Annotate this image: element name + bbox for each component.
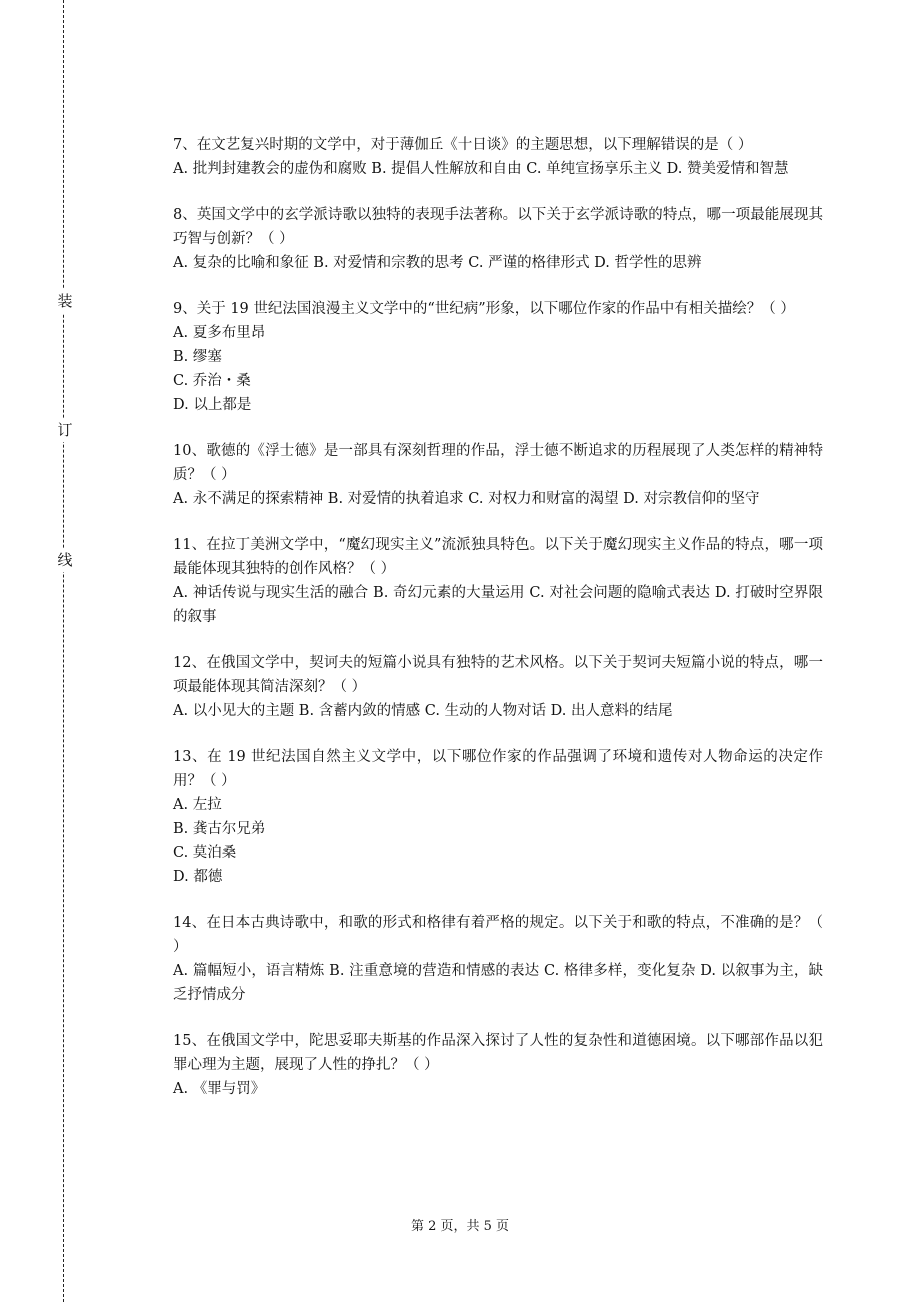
option-a: A. 《罪与罚》 [173,1081,266,1097]
option-a: A. 夏多布里昂 [173,325,266,341]
option-c: C. 乔治・桑 [173,373,251,389]
option-d: D. 以上都是 [173,397,252,413]
page-number: 第 2 页，共 5 页 [410,1219,510,1234]
question-10 [173,439,823,511]
question-text: 9、关于 19 世纪法国浪漫主义文学中的“世纪病”形象，以下哪位作家的作品中有相关描绘？（ ） [173,301,795,317]
question-text: 13、在 19 世纪法国自然主义文学中，以下哪位作家的作品强调了环境和遗传对人物命运的决定作用？（ ） [173,749,823,789]
question-text: 8、英国文学中的玄学派诗歌以独特的表现手法著称。以下关于玄学派诗歌的特点，哪一项最能展现其巧智与创新？（ ） [173,207,823,247]
question-8 [173,203,823,275]
question-11 [173,533,823,629]
question-text: 11、在拉丁美洲文学中，“魔幻现实主义”流派独具特色。以下关于魔幻现实主义作品的特点，哪一项最能体现其独特的创作风格？（ ） [173,537,823,577]
question-14 [173,911,823,1007]
question-options: A. 永不满足的探索精神 B. 对爱情的执着追求 C. 对权力和财富的渴望 D. 对宗教信仰的坚守 [173,491,760,507]
question-text: 12、在俄国文学中，契诃夫的短篇小说具有独特的艺术风格。以下关于契诃夫短篇小说的特点，哪一项最能体现其简洁深刻？（ ） [173,655,823,695]
question-text: 14、在日本古典诗歌中，和歌的形式和格律有着严格的规定。以下关于和歌的特点，不准确的是？（ ） [173,915,823,955]
question-15 [173,1029,823,1101]
binding-label-ding: 订 [56,418,74,442]
option-b: B. 缪塞 [173,349,222,365]
question-options: A. 神话传说与现实生活的融合 B. 奇幻元素的大量运用 C. 对社会问题的隐喻式表达 D. 打破时空界限的叙事 [173,585,823,625]
question-list [173,133,823,1123]
option-d: D. 都德 [173,869,223,885]
question-options: A. 批判封建教会的虚伪和腐败 B. 提倡人性解放和自由 C. 单纯宣扬享乐主义 D. 赞美爱情和智慧 [173,161,789,177]
question-12 [173,651,823,723]
option-c: C. 莫泊桑 [173,845,237,861]
question-text: 7、在文艺复兴时期的文学中，对于薄伽丘《十日谈》的主题思想，以下理解错误的是（ ） [173,137,753,153]
question-7 [173,133,823,181]
question-options: A. 以小见大的主题 B. 含蓄内敛的情感 C. 生动的人物对话 D. 出人意料的结尾 [173,703,673,719]
binding-label-xian: 线 [56,548,74,572]
question-text: 15、在俄国文学中，陀思妥耶夫斯基的作品深入探讨了人性的复杂性和道德困境。以下哪部作品以犯罪心理为主题，展现了人性的挣扎？（ ） [173,1033,823,1073]
binding-dashed-line [63,0,64,1302]
option-a: A. 左拉 [173,797,222,813]
binding-label-zhuang: 装 [56,289,74,313]
question-options: A. 篇幅短小，语言精炼 B. 注重意境的营造和情感的表达 C. 格律多样，变化复杂 D. 以叙事为主，缺乏抒情成分 [173,963,823,1003]
question-text: 10、歌德的《浮士德》是一部具有深刻哲理的作品，浮士德不断追求的历程展现了人类怎样的精神特质？（ ） [173,443,823,483]
question-13 [173,745,823,889]
option-b: B. 龚古尔兄弟 [173,821,266,837]
question-9 [173,297,823,417]
question-options: A. 复杂的比喻和象征 B. 对爱情和宗教的思考 C. 严谨的格律形式 D. 哲学性的思辨 [173,255,702,271]
